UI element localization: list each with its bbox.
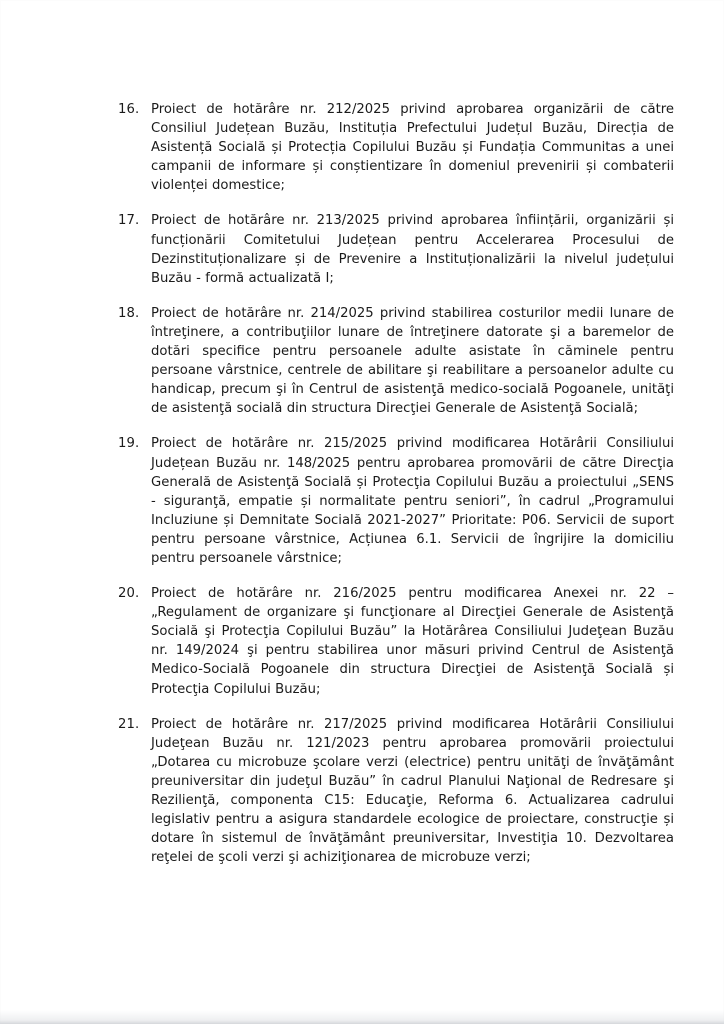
list-item-number: 19. [118, 436, 140, 452]
list-item-number: 16. [118, 102, 140, 117]
list-item [118, 715, 674, 868]
list-item-number: 18. [118, 305, 140, 321]
list-item [118, 304, 674, 419]
list-item-text: Proiect de hotărâre nr. 216/2025 pentru modificarea Anexei nr. 22 – „Regulament de organizare şi funcţionare al Direcţiei Generale de Asistenţă Socială şi Protecţia Copilului Buzău” la Hotărârea Consiliului Judeţean Buzău nr. 149/2024 şi pentru stabilirea unor măsuri privind Centrul de Asistenţă Medico-Socială Pogoanele din structura Direcţiei de Asistenţă Socială și Protecţia Copilului Buzău; [151, 586, 674, 697]
list-item [118, 211, 674, 287]
list-item-number: 20. [118, 586, 140, 602]
list-item [118, 100, 674, 195]
list-item-number: 21. [118, 716, 140, 732]
list-item-text: Proiect de hotărâre nr. 217/2025 privind modificarea Hotărârii Consiliului Judeţean Buzău nr. 121/2023 pentru aprobarea promovării proiectului „Dotarea cu microbuze şcolare verzi (electrice) pentru unităţi de învăţământ preuniversitar din judeţul Buzău” în cadrul Planului Naţional de Redresare şi Rezilienţă, componenta C15: Educaţie, Reforma 6. Actualizarea cadrului legislativ pentru a asigura standardele ecologice de proiectare, construcţie și dotare în sistemul de învăţământ preuniversitar, Investiţia 10. Dezvoltarea reţelei de şcoli verzi şi achiziţionarea de microbuze verzi; [151, 716, 674, 866]
list-item [118, 584, 674, 699]
list-item-text: Proiect de hotărâre nr. 215/2025 privind modificarea Hotărârii Consiliului Județean Buzău nr. 148/2025 pentru aprobarea promovării de către Direcţia Generală de Asistenţă Socială și Protecţia Copilului Buzău a proiectului „SENS - siguranţă, empatie și normalitate pentru seniori”, în cadrul „Programului Incluziune și Demnitate Socială 2021-2027” Prioritate: P06. Servicii de suport pentru persoane vârstnice, Acțiunea 6.1. Servicii de îngrijire la domiciliu pentru persoanele vârstnice; [151, 436, 674, 566]
list-item [118, 434, 674, 568]
list-item-text: Proiect de hotărâre nr. 213/2025 privind aprobarea înființării, organizării și funcționării Comitetului Județean pentru Accelerarea Procesului de Dezinstituționalizare și de Prevenire a Instituționalizării la nivelul județului Buzău - formă actualizată I; [151, 213, 674, 286]
list-item-text: Proiect de hotărâre nr. 214/2025 privind stabilirea costurilor medii lunare de întreţinere, a contribuţiilor lunare de întreţinere datorate şi a baremelor de dotări specifice pentru persoanele adulte asistate în căminele pentru persoane vârstnice, centrele de abilitare şi reabilitare a persoanelor adulte cu handicap, precum şi în Centrul de asistenţă medico-socială Pogoanele, unităţi de asistenţă socială din structura Direcţiei Generale de Asistenţă Socială; [151, 305, 674, 417]
list-item-number: 17. [118, 213, 140, 229]
agenda-item-list [118, 100, 674, 867]
list-item-text: Proiect de hotărâre nr. 212/2025 privind aprobarea organizării de către Consiliul Județean Buzău, Instituția Prefectului Județul Buzău, Direcția de Asistență Socială și Protecția Copilului Buzău și Fundația Communitas a unei campanii de informare și conștientizare în domeniul prevenirii și combaterii violenței domestice; [151, 102, 674, 194]
